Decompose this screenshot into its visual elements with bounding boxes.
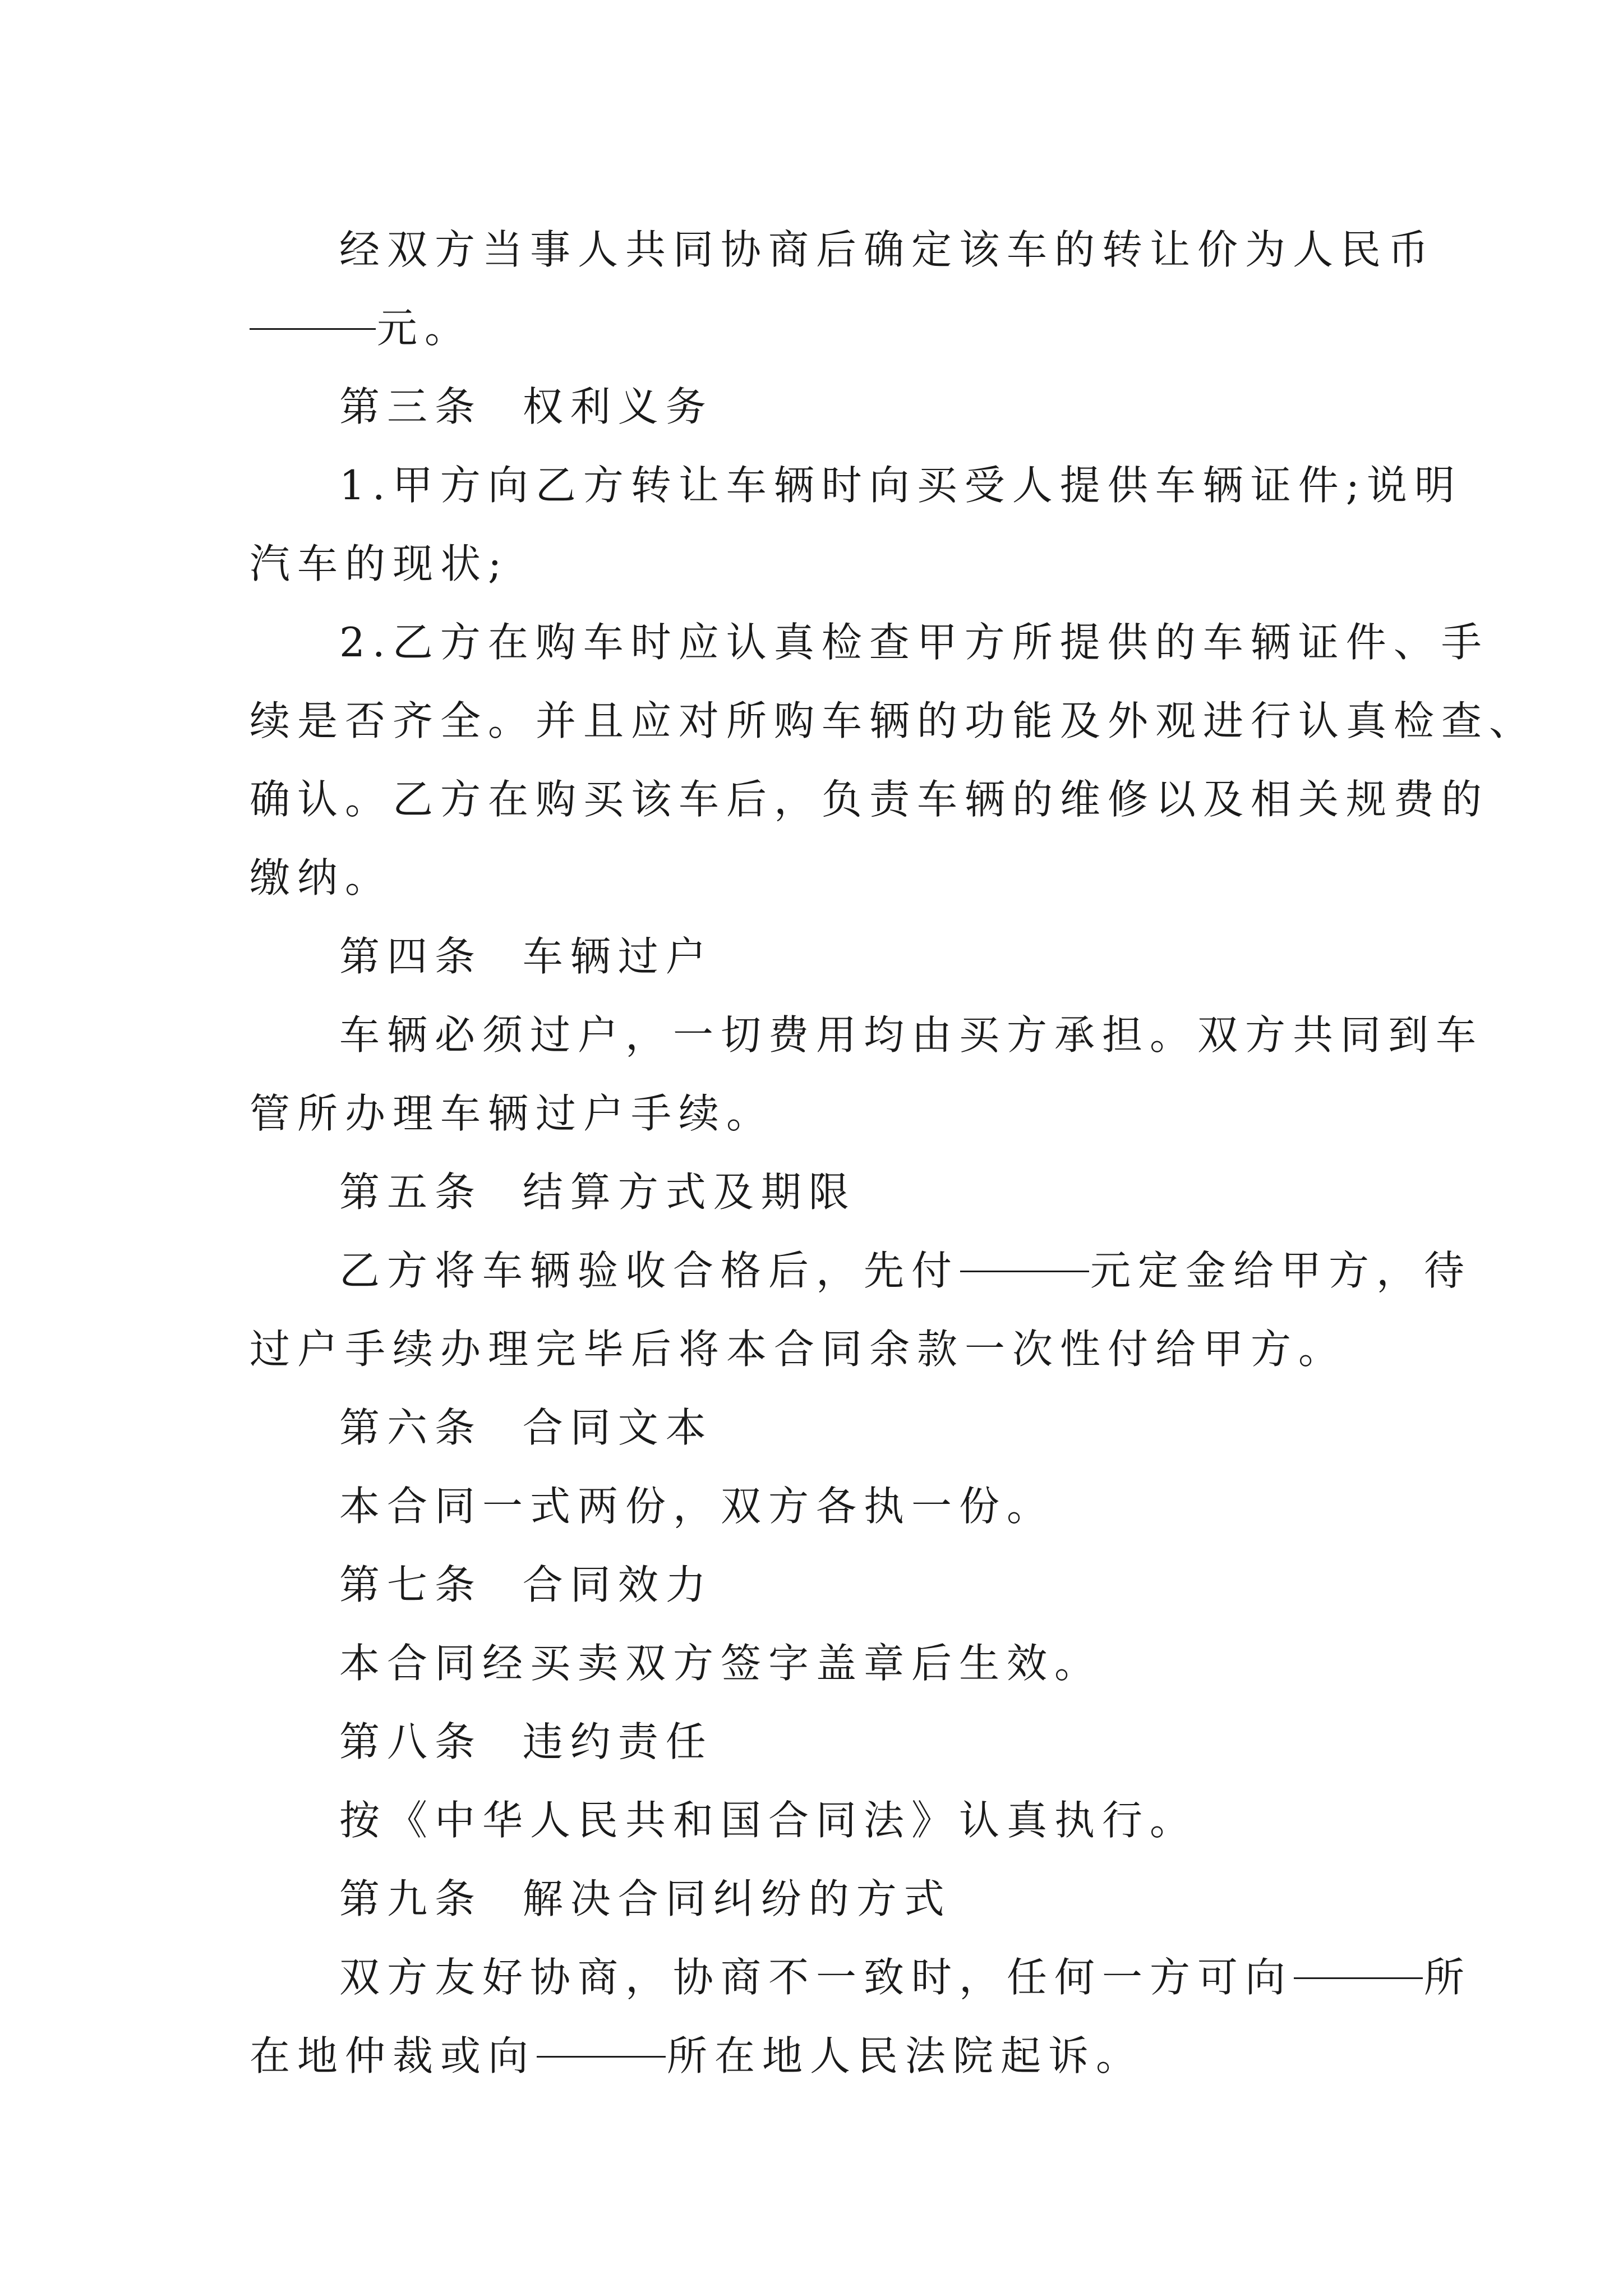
article-4-text: 车辆必须过户，一切费用均由买方承担。双方共同到车 — [339, 1011, 1484, 1059]
article-3-item-1-line-1 — [250, 446, 1462, 524]
price-clause-line-1 — [250, 210, 1436, 289]
article-6-line — [250, 1467, 1399, 1545]
article-5-text-prefix: 乙方将车辆验收合格后，先付 — [339, 1247, 960, 1294]
article-7-text: 本合同经买卖双方签字盖章后生效。 — [339, 1640, 1103, 1687]
article-5-line-2 — [250, 1310, 1399, 1388]
article-3-title: 第三条 权利义务 — [339, 383, 713, 430]
article-8-title: 第八条 违约责任 — [339, 1718, 713, 1765]
article-3-item-2-continuation-3: 缴纳。 — [250, 854, 393, 901]
article-4-continuation: 管所办理车辆过户手续。 — [250, 1090, 774, 1137]
article-3-item-2-line-3 — [250, 760, 1490, 839]
price-clause-suffix: 元。 — [377, 305, 473, 352]
article-5-line-1 — [250, 1231, 1472, 1310]
article-8-heading — [250, 1703, 1399, 1781]
article-6-heading — [250, 1388, 1399, 1467]
article-9-text-prefix: 双方友好协商，协商不一致时，任何一方可向 — [339, 1954, 1293, 2001]
article-9-heading — [250, 1860, 1399, 1938]
article-9-title: 第九条 解决合同纠纷的方式 — [339, 1875, 952, 1922]
court-location-blank — [537, 2054, 666, 2058]
article-4-title: 第四条 车辆过户 — [339, 933, 713, 980]
article-3-item-2-line-4 — [250, 839, 1399, 917]
article-5-text-suffix: 元定金给甲方，待 — [1090, 1247, 1472, 1294]
article-8-text: 按《中华人民共和国合同法》认真执行。 — [339, 1797, 1198, 1844]
article-3-item-2-line-1 — [250, 603, 1489, 682]
article-3-item-2-continuation-2: 确认。乙方在购买该车后，负责车辆的维修以及相关规费的 — [250, 776, 1490, 823]
article-9-text-suffix: 所 — [1424, 1954, 1472, 2001]
article-9-continuation-suffix: 所在地人民法院起诉。 — [667, 2032, 1144, 2079]
article-4-line-1 — [250, 996, 1484, 1074]
article-3-item-1-text: 1.甲方向乙方转让车辆时向买受人提供车辆证件;说明 — [339, 462, 1462, 509]
price-clause-line-2 — [250, 289, 1399, 367]
article-3-item-1-continuation: 汽车的现状; — [250, 540, 509, 587]
article-3-item-2-text: 2.乙方在购车时应认真检查甲方所提供的车辆证件、手 — [339, 619, 1489, 666]
article-9-line-2 — [250, 2017, 1399, 2095]
article-3-item-1-line-2 — [250, 524, 1399, 603]
article-6-text: 本合同一式两份，双方各执一份。 — [339, 1483, 1055, 1530]
article-5-title: 第五条 结算方式及期限 — [339, 1168, 856, 1216]
article-3-item-2-line-2 — [250, 682, 1537, 760]
article-8-line — [250, 1781, 1399, 1860]
article-5-heading — [250, 1153, 1399, 1231]
article-4-line-2 — [250, 1074, 1399, 1153]
article-6-title: 第六条 合同文本 — [339, 1404, 713, 1451]
article-5-continuation: 过户手续办理完毕后将本合同余款一次性付给甲方。 — [250, 1326, 1347, 1373]
article-7-title: 第七条 合同效力 — [339, 1561, 713, 1608]
article-7-heading — [250, 1545, 1399, 1624]
contract-body — [250, 210, 1537, 2095]
article-7-line — [250, 1624, 1399, 1703]
article-4-heading — [250, 917, 1399, 996]
article-3-heading — [250, 367, 1399, 446]
deposit-amount-blank — [960, 1268, 1089, 1272]
price-amount-blank — [250, 326, 376, 330]
price-clause-text: 经双方当事人共同协商后确定该车的转让价为人民币 — [339, 226, 1436, 273]
article-3-item-2-continuation-1: 续是否齐全。并且应对所购车辆的功能及外观进行认真检查、 — [250, 697, 1537, 744]
article-9-continuation-prefix: 在地仲裁或向 — [250, 2032, 536, 2079]
article-9-line-1 — [250, 1938, 1472, 2017]
arbitration-location-blank — [1294, 1975, 1423, 1979]
